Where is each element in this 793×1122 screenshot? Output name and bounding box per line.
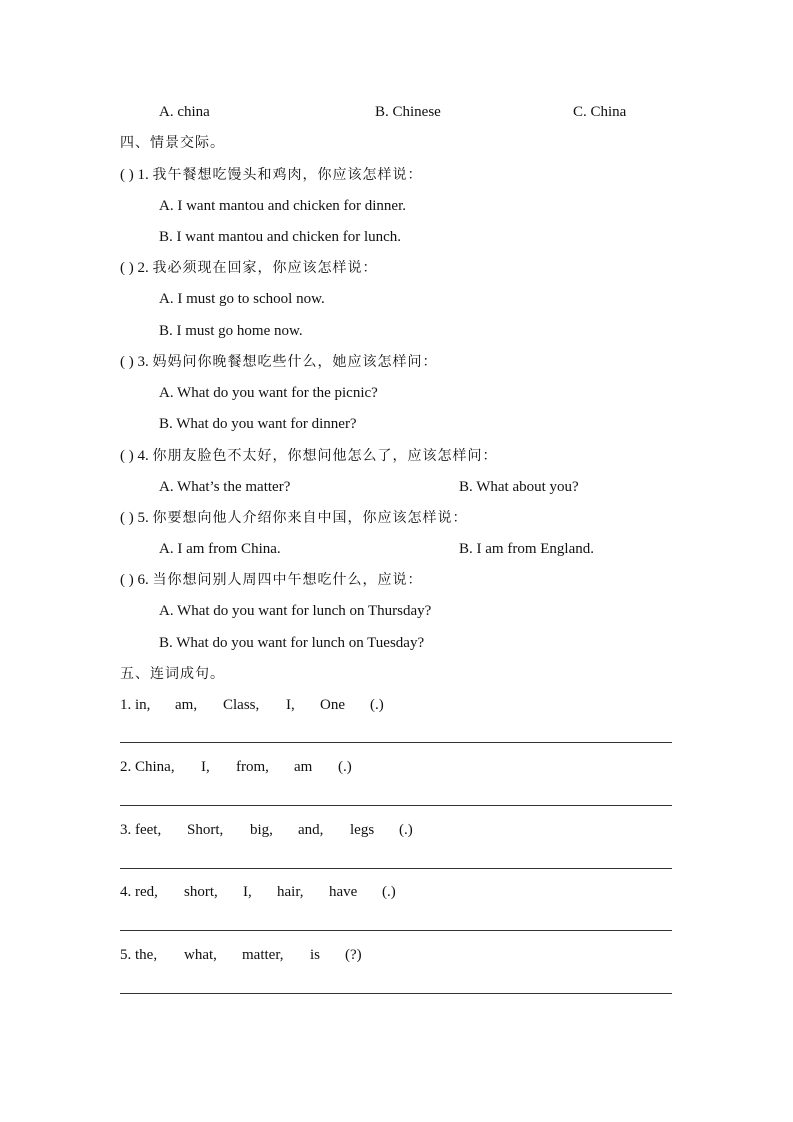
question-text: 妈妈问你晚餐想吃些什么，她应该怎样问： <box>152 354 438 370</box>
word: 4. red, <box>120 884 158 900</box>
question-prefix: ( ) 2. <box>120 260 149 276</box>
question-1 <box>120 166 423 184</box>
q5-option-b: B. I am from England. <box>459 541 594 557</box>
word: big, <box>250 822 273 838</box>
word: short, <box>184 884 218 900</box>
section5-title: 五、连词成句。 <box>120 666 225 682</box>
answer-line-4[interactable] <box>120 930 672 931</box>
q3-option-a: A. What do you want for the picnic? <box>159 385 378 401</box>
word: legs <box>350 822 375 838</box>
word: from, <box>236 759 269 775</box>
answer-line-3[interactable] <box>120 868 672 869</box>
word: what, <box>184 947 217 963</box>
q4-option-a: A. What’s the matter? <box>159 479 291 495</box>
word: (.) <box>399 822 413 838</box>
question-3 <box>120 353 438 371</box>
q5-option-a: A. I am from China. <box>159 541 281 557</box>
word: 1. in, <box>120 697 151 713</box>
q6-option-b: B. What do you want for lunch on Tuesday? <box>159 635 425 651</box>
answer-line-2[interactable] <box>120 805 672 806</box>
word: 3. feet, <box>120 822 162 838</box>
question-5 <box>120 509 468 527</box>
word: and, <box>298 822 324 838</box>
word: hair, <box>277 884 304 900</box>
word: I, <box>201 759 210 775</box>
word: (?) <box>345 947 362 963</box>
answer-line-1[interactable] <box>120 742 672 743</box>
question-prefix: ( ) 1. <box>120 167 149 183</box>
word: is <box>310 947 321 963</box>
top-option-b: B. Chinese <box>375 104 441 120</box>
question-text: 我必须现在回家，你应该怎样说： <box>152 260 378 276</box>
word: have <box>329 884 358 900</box>
word: am <box>294 759 313 775</box>
word: One <box>320 697 345 713</box>
word: I, <box>243 884 252 900</box>
q2-option-b: B. I must go home now. <box>159 323 303 339</box>
word: 5. the, <box>120 947 158 963</box>
question-text: 你朋友脸色不太好，你想问他怎么了，应该怎样问： <box>152 448 498 464</box>
word: matter, <box>242 947 284 963</box>
question-text: 你要想向他人介绍你来自中国，你应该怎样说： <box>152 510 468 526</box>
q1-option-b: B. I want mantou and chicken for lunch. <box>159 229 402 245</box>
question-prefix: ( ) 3. <box>120 354 149 370</box>
word: (.) <box>338 759 352 775</box>
word: Class, <box>223 697 260 713</box>
word: (.) <box>370 697 384 713</box>
answer-line-5[interactable] <box>120 993 672 994</box>
question-prefix: ( ) 4. <box>120 448 149 464</box>
word: am, <box>175 697 198 713</box>
q3-option-b: B. What do you want for dinner? <box>159 416 357 432</box>
q1-option-a: A. I want mantou and chicken for dinner. <box>159 198 407 214</box>
top-option-c: C. China <box>573 104 627 120</box>
word: Short, <box>187 822 224 838</box>
question-prefix: ( ) 5. <box>120 510 149 526</box>
question-4 <box>120 447 498 465</box>
top-option-a: A. china <box>159 104 210 120</box>
question-prefix: ( ) 6. <box>120 572 149 588</box>
section4-title: 四、情景交际。 <box>120 135 225 151</box>
question-text: 我午餐想吃馒头和鸡肉，你应该怎样说： <box>152 167 423 183</box>
word: 2. China, <box>120 759 175 775</box>
q6-option-a: A. What do you want for lunch on Thursday? <box>159 603 432 619</box>
question-2 <box>120 259 378 277</box>
word: I, <box>286 697 295 713</box>
question-text: 当你想问别人周四中午想吃什么，应说： <box>152 572 423 588</box>
question-6 <box>120 571 423 589</box>
q4-option-b: B. What about you? <box>459 479 579 495</box>
word: (.) <box>382 884 396 900</box>
q2-option-a: A. I must go to school now. <box>159 291 325 307</box>
